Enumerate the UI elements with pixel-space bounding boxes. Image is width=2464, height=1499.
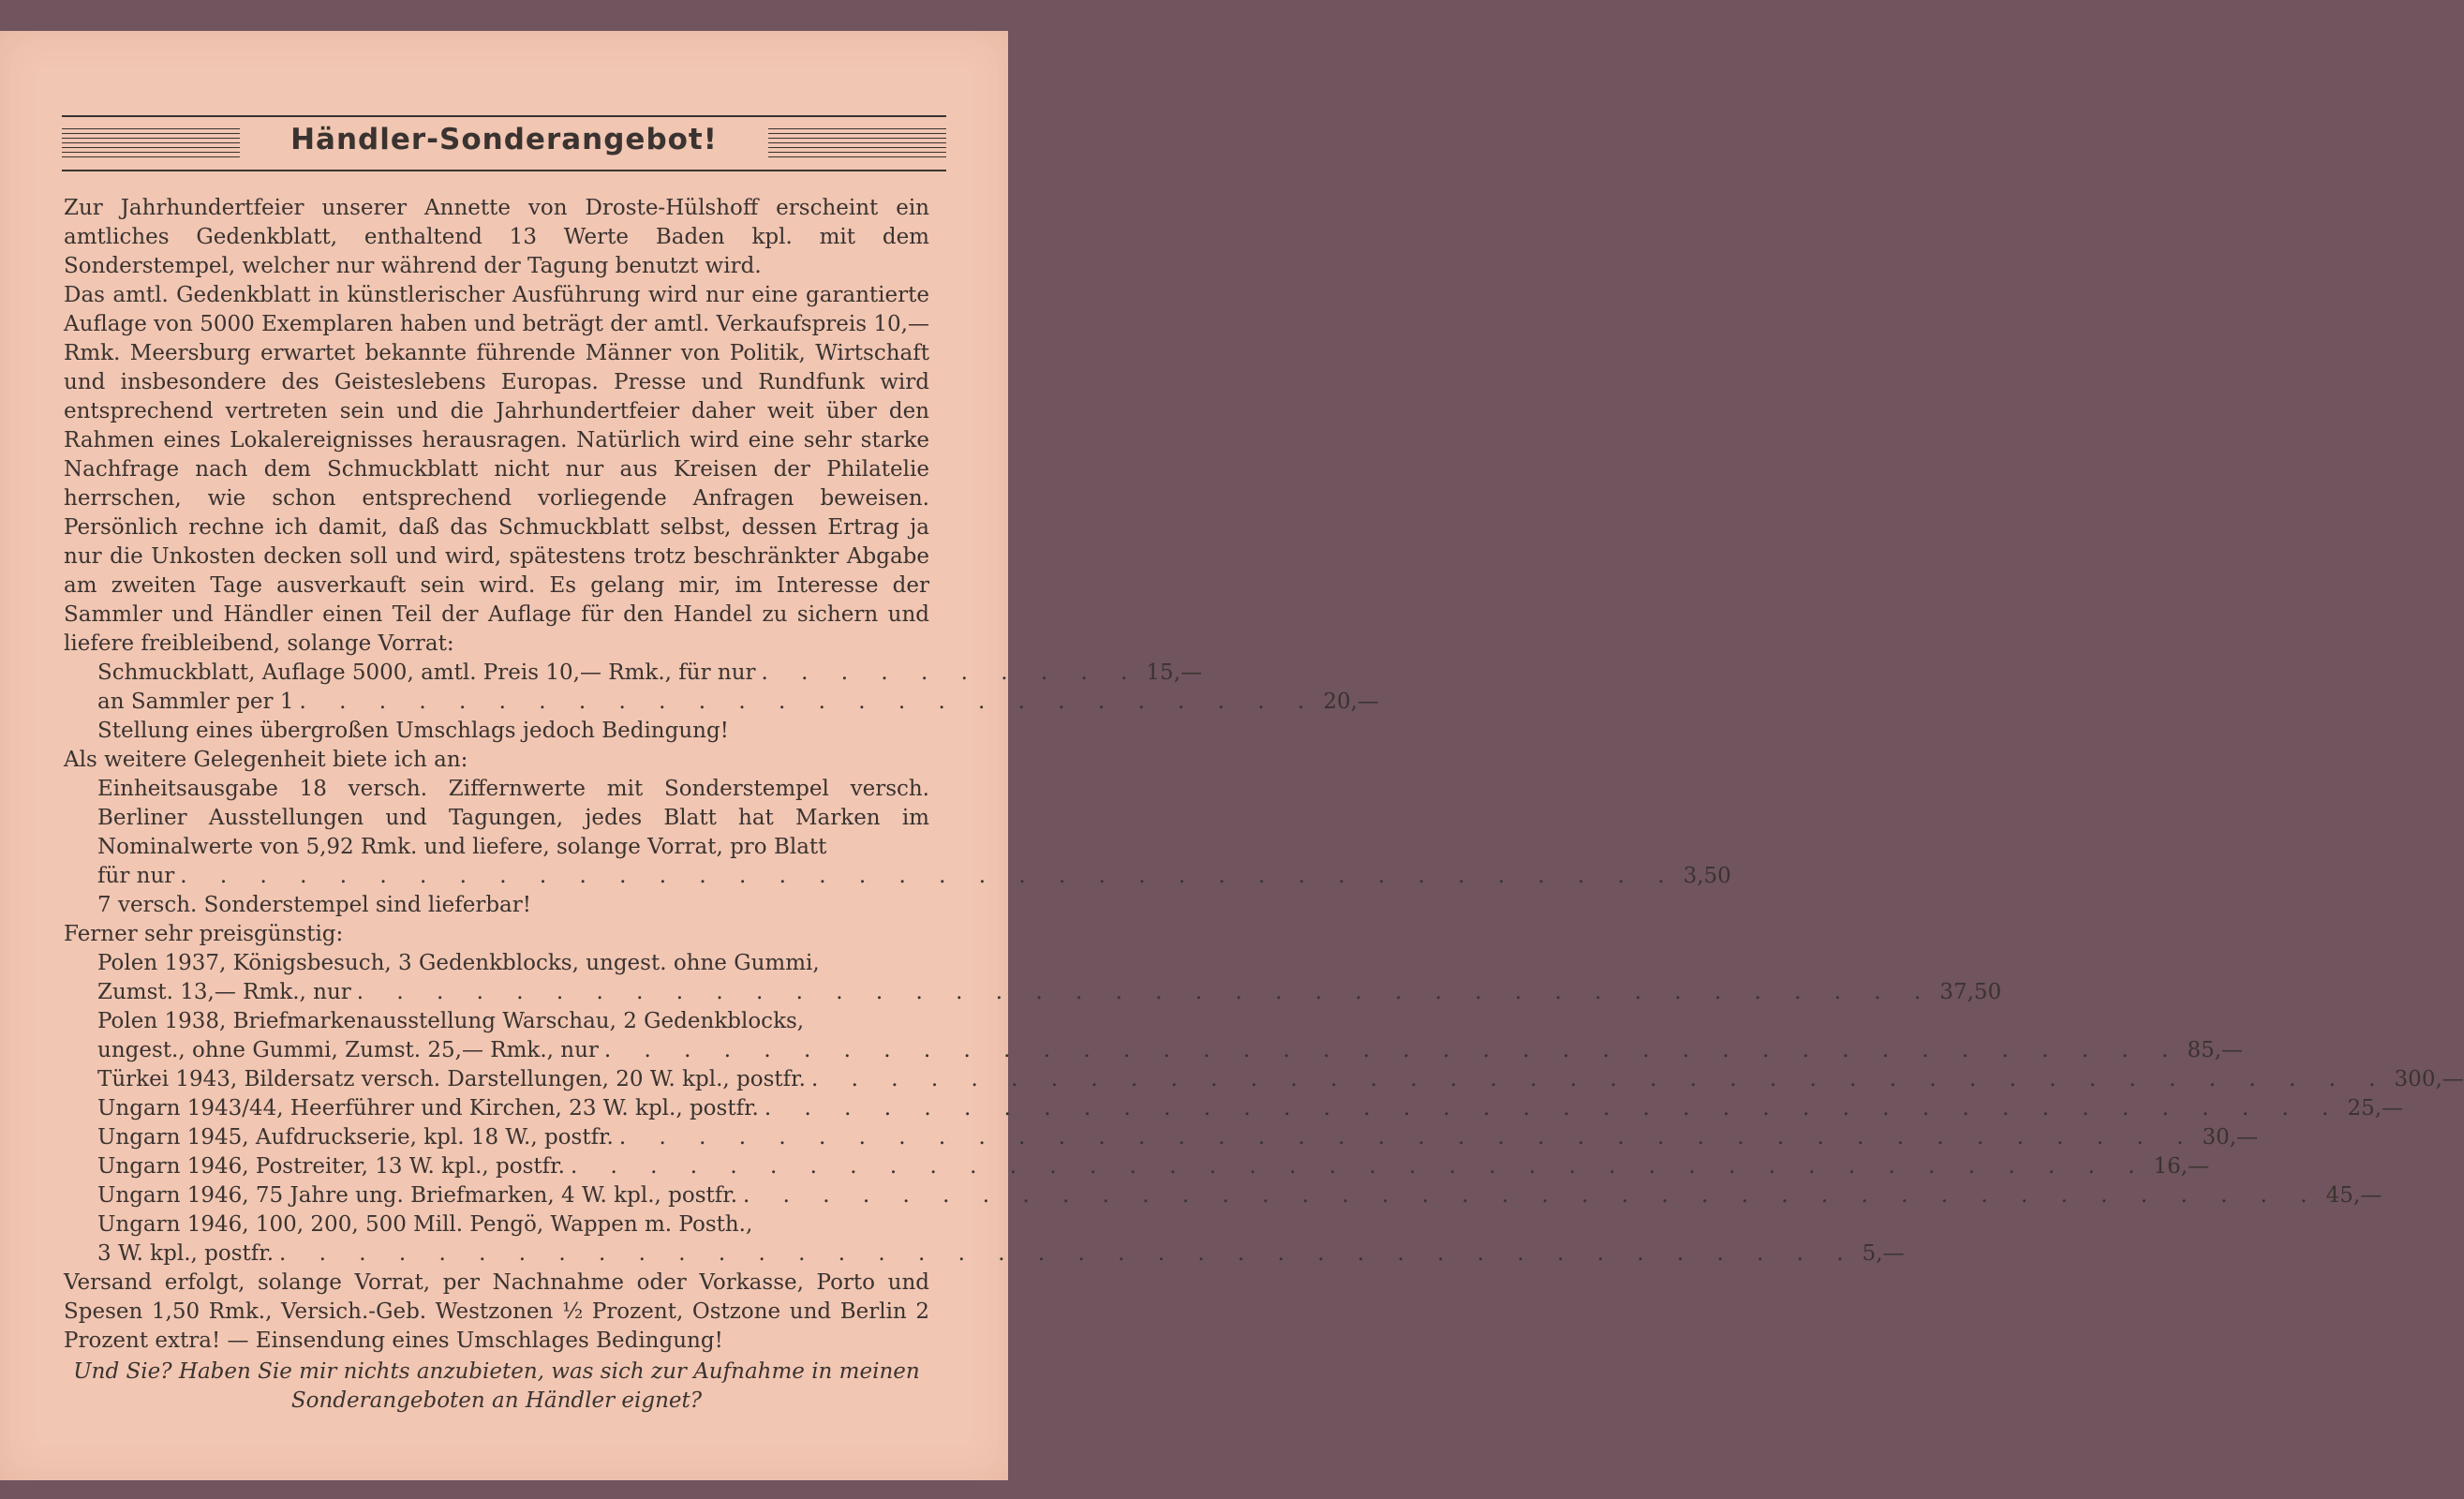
leader-dots: . . . . . . . . . . . . . . . . . . . . . . . . . . . . . . . . . . . . . . . . (810, 1067, 2389, 1091)
item-text: Zumst. 13,— Rmk., nur (97, 980, 351, 1004)
price-row (64, 1123, 2259, 1152)
leader-dots: . . . . . . . . . . . . . . . . . . . . . . . . . . . . . . . . . . . . . . . . (764, 1096, 2342, 1121)
closing-line-2: Sonderangeboten an Händler eignet? (290, 1388, 703, 1413)
right-rule-lines (768, 128, 946, 160)
intro-paragraph-1: Zur Jahrhundertfeier unserer Annette von Droste-Hülshoff erscheint ein amtliches Gedenkblatt, enthaltend 13 Werte Baden kpl. mit dem Sonderstempel, welcher nur während der Tagung benutzt wird. (64, 196, 929, 278)
weitere-note: 7 versch. Sonderstempel sind lieferbar! (97, 893, 531, 917)
heading-banner (62, 113, 946, 179)
weitere-text: Einheitsausgabe 18 versch. Ziffernwerte mit Sonderstempel versch. Berliner Ausstellungen und Tagungen, jedes Blatt hat Marken im Nominalwerte von 5,92 Rmk. und liefere, solange Vorrat, pro Blatt (97, 777, 929, 859)
item-text: für nur (97, 864, 175, 888)
top-rule (62, 115, 946, 117)
price-row (64, 1239, 1905, 1269)
list-item-text: Polen 1937, Königsbesuch, 3 Gedenkblocks, ungest. ohne Gummi, (97, 951, 820, 975)
item-price: 15,— (1146, 660, 1202, 685)
schmuckblatt-note: Stellung eines übergroßen Umschlags jedoch Bedingung! (97, 719, 729, 743)
price-row (64, 1181, 2382, 1210)
list-item-text: Polen 1938, Briefmarkenausstellung Warschau, 2 Gedenkblocks, (97, 1009, 805, 1033)
item-price: 25,— (2347, 1096, 2404, 1121)
item-text: Schmuckblatt, Auflage 5000, amtl. Preis 10,— Rmk., für nur (97, 660, 756, 685)
price-row (64, 1152, 2210, 1181)
item-price: 300,— (2394, 1067, 2464, 1091)
item-text: ungest., ohne Gummi, Zumst. 25,— Rmk., nur (97, 1038, 599, 1062)
item-text: 3 W. kpl., postfr. (97, 1241, 275, 1266)
item-text: Ungarn 1945, Aufdruckserie, kpl. 18 W., postfr. (97, 1125, 614, 1150)
list-item-text: Ungarn 1946, 100, 200, 500 Mill. Pengö, Wappen m. Posth., (97, 1212, 753, 1237)
item-price: 16,— (2153, 1154, 2210, 1179)
leader-dots: . . . . . . . . . . . . . . . . . . . . . . . . . . . . . . . . . . . . . . . . (279, 1241, 1857, 1266)
item-text: Türkei 1943, Bildersatz versch. Darstellungen, 20 W. kpl., postfr. (97, 1067, 806, 1091)
item-price: 45,— (2325, 1183, 2382, 1208)
leader-dots: . . . . . . . . . . . . . . . . . . . . . . . . . . . . . . . . . . . . . . . . (618, 1125, 2197, 1150)
price-row (64, 1065, 2464, 1094)
price-row-sammler (64, 688, 1379, 717)
item-price: 20,— (1323, 690, 1379, 714)
leader-dots: . . . . . . . . . . . . . . . . . . . . . . . . . . (299, 690, 1318, 714)
left-rule-lines (62, 128, 240, 160)
weitere-heading: Als weitere Gelegenheit biete ich an: (64, 748, 468, 772)
leader-dots: . . . . . . . . . . . . . . . . . . . . . . . . . . . . . . . . . . . . . . (180, 864, 1678, 888)
item-price: 85,— (2187, 1038, 2244, 1062)
versand-paragraph: Versand erfolgt, solange Vorrat, per Nachnahme oder Vorkasse, Porto und Spesen 1,50 Rmk., Versich.-Geb. Westzonen ½ Prozent, Ostzone und Berlin 2 Prozent extra! — Einsendung eines Umschlages Bedingung! (64, 1270, 929, 1353)
intro-paragraph-2: Das amtl. Gedenkblatt in künstlerischer Ausführung wird nur eine garantierte Auflage von 5000 Exemplaren haben und beträgt der amtl. Verkaufspreis 10,— Rmk. Meersburg erwartet bekannte führende Männer von Politik, Wirtschaft und insbesondere des Geisteslebens Europas. Presse und Rundfunk wird entsprechend vertreten sein und die Jahrhundertfeier daher weit über den Rahmen eines Lokalereignisses herausragen. Natürlich wird eine sehr starke Nachfrage nach dem Schmuckblatt nicht nur aus Kreisen der Philatelie herrschen, wie schon entsprechend vorliegende Anfragen beweisen. Persönlich rechne ich damit, daß das Schmuckblatt selbst, dessen Ertrag ja nur die Unkosten decken soll und wird, spätestens trotz beschränkter Abgabe am zweiten Tage ausverkauft sein wird. Es gelang mir, im Interesse der Sammler und Händler einen Teil der Auflage für den Handel zu sichern und liefere freibleibend, solange Vorrat: (64, 283, 929, 656)
leader-dots: . . . . . . . . . . . . . . . . . . . . . . . . . . . . . . . . . . . . . . . . (356, 980, 1935, 1004)
item-price: 5,— (1862, 1241, 1905, 1266)
item-price: 37,50 (1939, 980, 2002, 1004)
closing-question (64, 1358, 929, 1416)
offer-body (64, 194, 2464, 1416)
ferner-list (64, 949, 2464, 1269)
price-row-weitere (64, 862, 1731, 891)
price-row (64, 1094, 2404, 1123)
page-title: Händler-Sonderangebot! (290, 123, 718, 156)
price-row-schmuckblatt (64, 659, 1202, 688)
item-text: Ungarn 1946, Postreiter, 13 W. kpl., postfr. (97, 1154, 565, 1179)
item-text: Ungarn 1943/44, Heerführer und Kirchen, 23 W. kpl., postfr. (97, 1096, 759, 1121)
item-price: 30,— (2202, 1125, 2259, 1150)
ferner-heading: Ferner sehr preisgünstig: (64, 922, 344, 946)
price-row (64, 978, 2002, 1007)
leader-dots: . . . . . . . . . . . . . . . . . . . . . . . . . . . . . . . . . . . . . . . . (570, 1154, 2148, 1179)
closing-line-1: Und Sie? Haben Sie mir nichts anzubieten, was sich zur Aufnahme in meinen (73, 1359, 920, 1384)
price-row (64, 1036, 2244, 1065)
leader-dots: . . . . . . . . . . . . . . . . . . . . . . . . . . . . . . . . . . . . . . . . (603, 1038, 2182, 1062)
leader-dots: . . . . . . . . . . . . . . . . . . . . . . . . . . . . . . . . . . . . . . . . (743, 1183, 2321, 1208)
item-price: 3,50 (1683, 864, 1731, 888)
leader-dots: . . . . . . . . . . (761, 660, 1141, 685)
bottom-rule (62, 170, 946, 171)
item-text: an Sammler per 1 (97, 690, 294, 714)
item-text: Ungarn 1946, 75 Jahre ung. Briefmarken, 4 W. kpl., postfr. (97, 1183, 738, 1208)
